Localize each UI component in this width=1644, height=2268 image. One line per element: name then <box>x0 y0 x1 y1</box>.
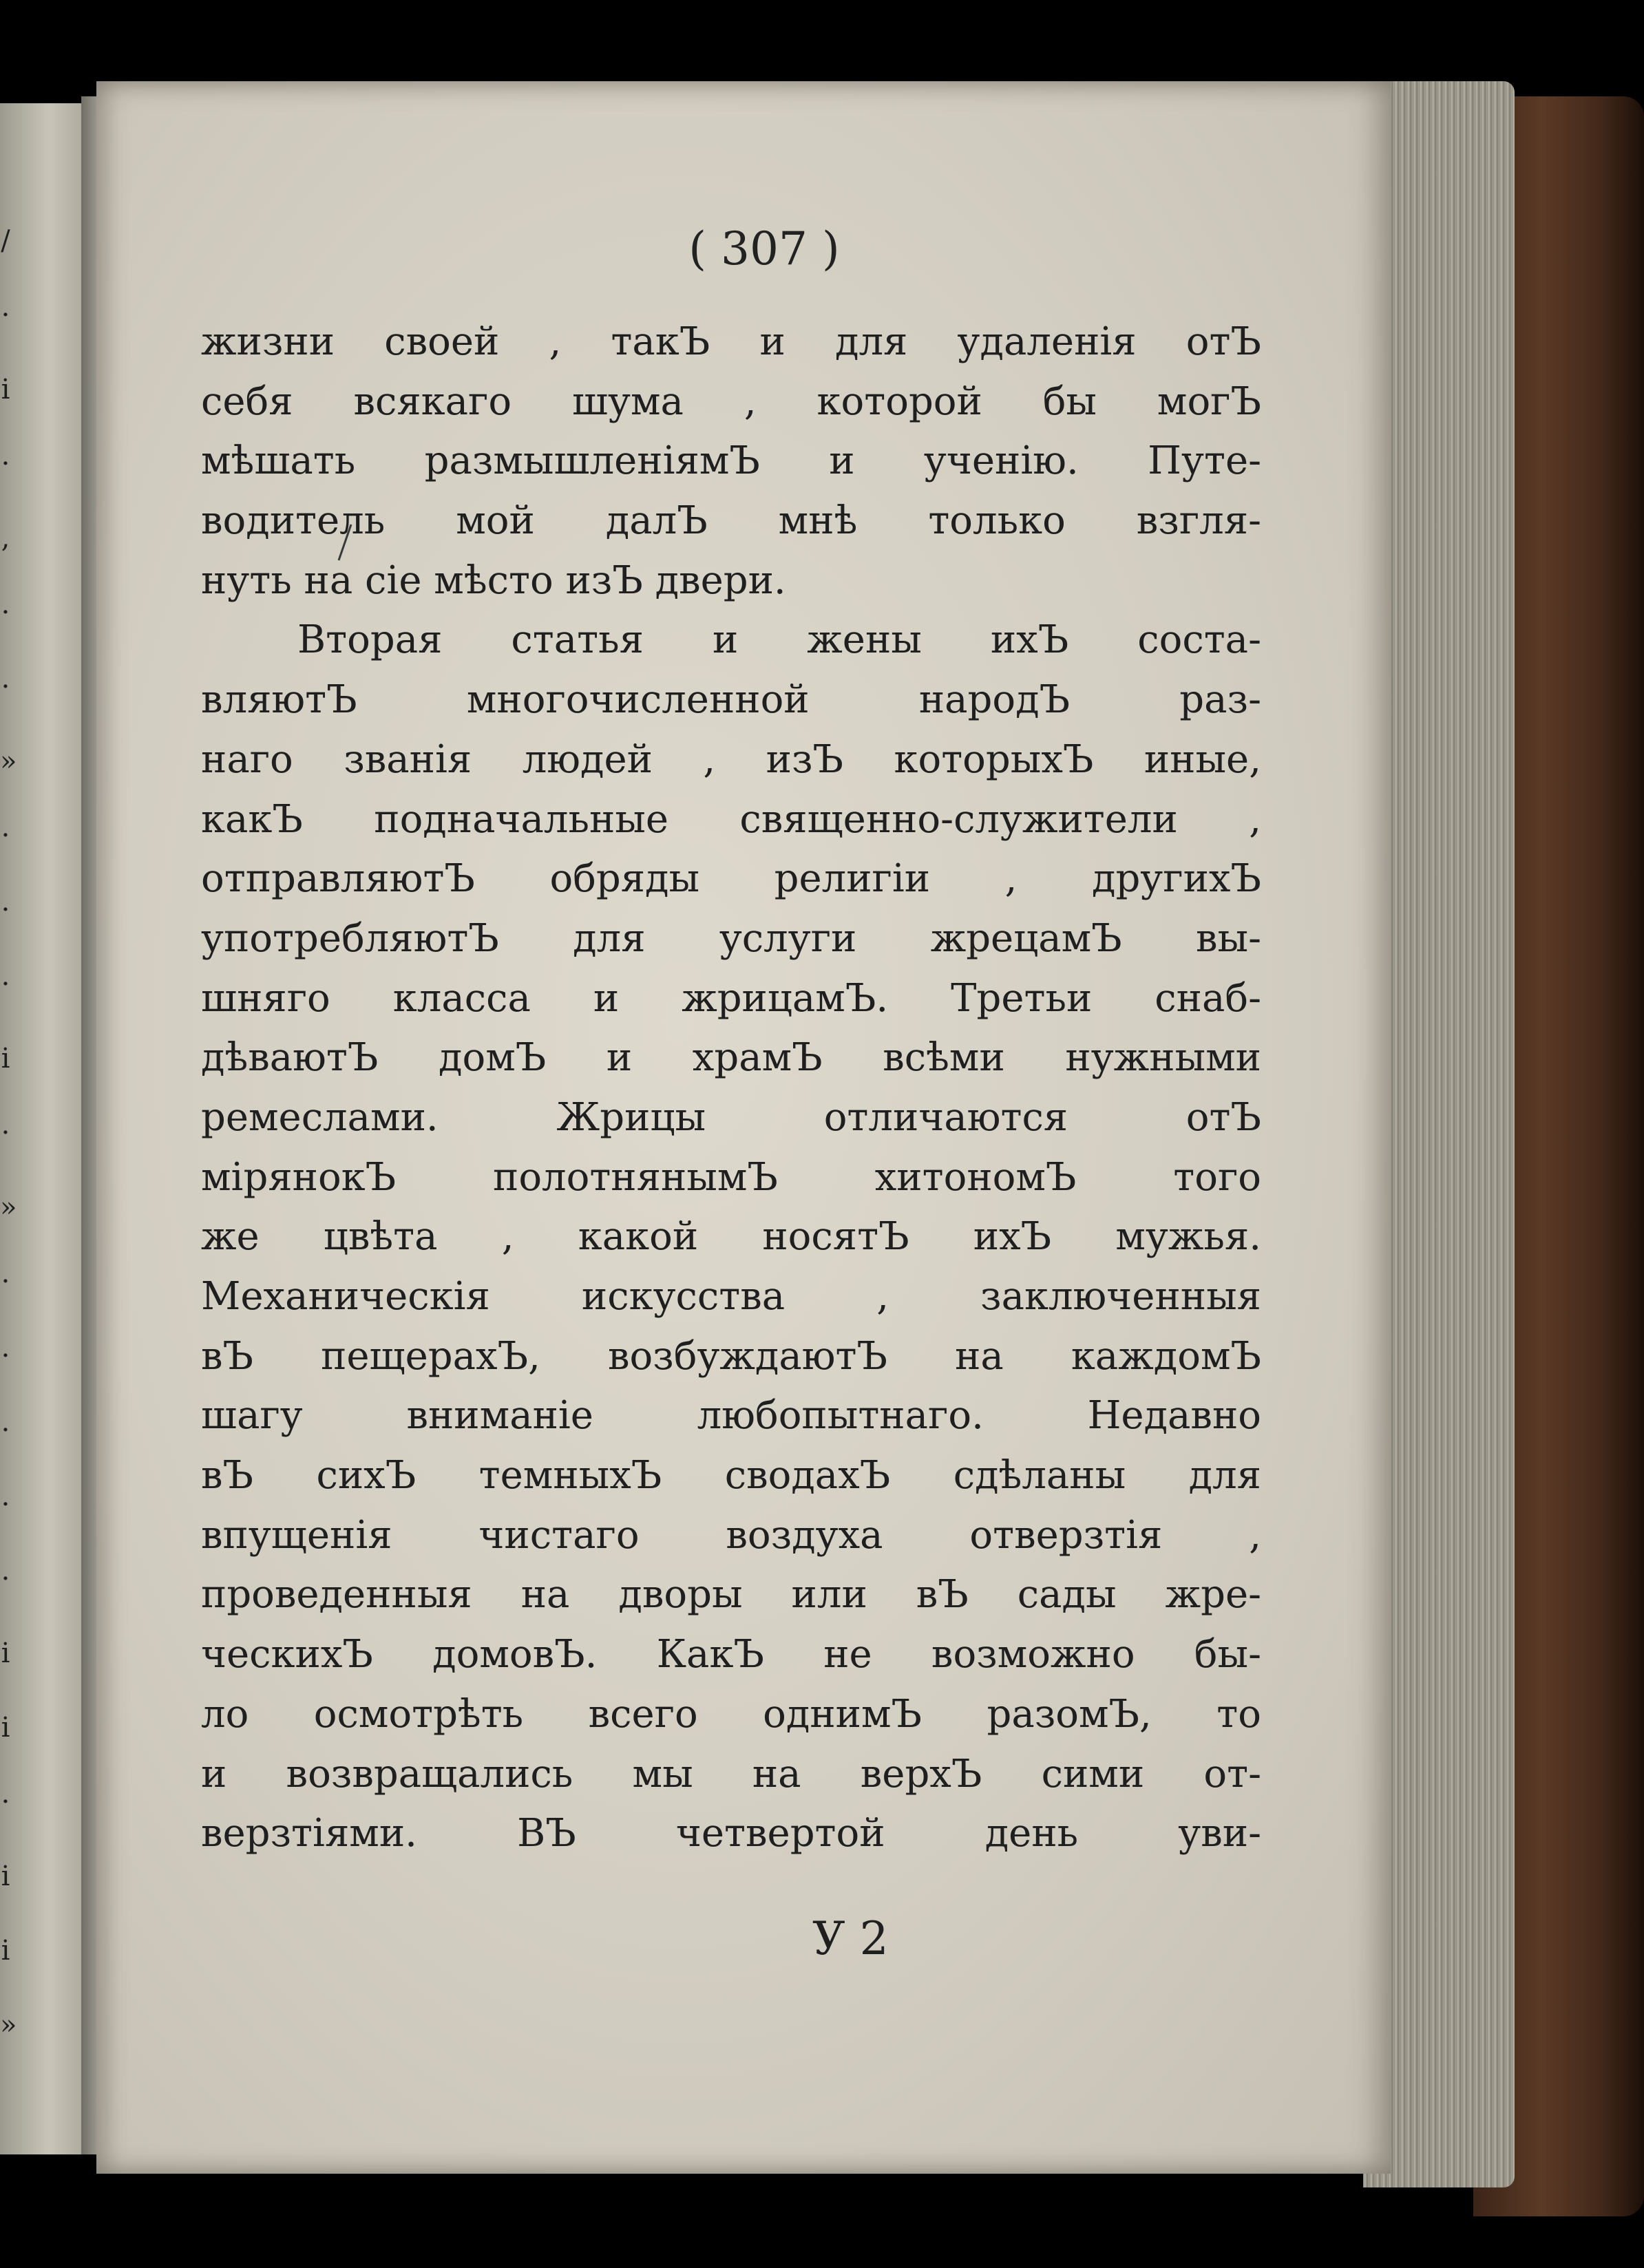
signature-mark: У 2 <box>812 1912 889 1965</box>
text-line: какЪ подначальные священно-служители , <box>201 796 1261 842</box>
text-line: ремеслами. Жрицы отличаются отЪ <box>201 1094 1261 1140</box>
text-line: употребляютЪ для услуги жрецамЪ вы- <box>201 915 1261 961</box>
margin-mark: · <box>1 820 10 851</box>
text-line: себя всякаго шума , которой бы могЪ <box>201 379 1261 424</box>
text-line: мѣшать размышленіямЪ и ученію. Путе- <box>201 438 1261 484</box>
margin-mark: » <box>0 745 17 777</box>
text-line: Вторая статья и жены ихЪ соста- <box>297 617 1261 663</box>
margin-mark: · <box>1 1340 10 1372</box>
facing-page-edge <box>0 103 89 2154</box>
text-line: верзтіями. ВЪ четвертой день уви- <box>201 1811 1261 1856</box>
body-text <box>201 312 1261 1864</box>
text-line: впущенія чистаго воздуха отверзтія , <box>201 1512 1261 1558</box>
text-line: наго званія людей , изЪ которыхЪ иные, <box>201 736 1261 782</box>
margin-mark: · <box>1 597 10 628</box>
text-line: Механическія искусства , заключенныя <box>201 1274 1261 1319</box>
page-number: ( 307 ) <box>688 222 840 275</box>
text-line: отправляютЪ обряды религіи , другихЪ <box>201 856 1261 902</box>
margin-mark: · <box>1 299 10 331</box>
margin-mark: » <box>0 2009 17 2041</box>
margin-mark: » <box>0 1191 17 1223</box>
margin-mark: · <box>1 1266 10 1297</box>
text-line: и возвращались мы на верхЪ сими от- <box>201 1751 1261 1797</box>
text-line: ло осмотрѣть всего однимЪ разомЪ, то <box>201 1691 1261 1737</box>
margin-mark: · <box>1 1563 10 1595</box>
text-line: мірянокЪ полотнянымЪ хитономЪ того <box>201 1154 1261 1200</box>
margin-mark: · <box>1 1489 10 1520</box>
text-line: нуть на сіе мѣсто изЪ двери. <box>201 558 786 603</box>
margin-mark: / <box>1 225 10 257</box>
text-line: ческихЪ домовЪ. КакЪ не возможно бы- <box>201 1632 1261 1677</box>
margin-mark: i <box>1 1861 10 1892</box>
text-line: проведенныя на дворы или вЪ сады жре- <box>201 1572 1261 1618</box>
margin-mark: · <box>1 671 10 703</box>
text-line: шагу вниманіе любопытнаго. Недавно <box>201 1393 1261 1439</box>
margin-mark: i <box>1 374 10 405</box>
margin-mark: , <box>1 522 10 554</box>
margin-mark: · <box>1 968 10 1000</box>
margin-mark: i <box>1 1638 10 1669</box>
margin-mark: i <box>1 1712 10 1744</box>
text-line: вляютЪ многочисленной народЪ раз- <box>201 677 1261 723</box>
text-line: же цвѣта , какой носятЪ ихЪ мужья. <box>201 1214 1261 1260</box>
margin-mark: · <box>1 1786 10 1818</box>
margin-mark: · <box>1 1414 10 1446</box>
book-page <box>96 81 1391 2174</box>
margin-mark: · <box>1 894 10 926</box>
text-line: шняго класса и жрицамЪ. Третьи снаб- <box>201 975 1261 1021</box>
text-line: вЪ пещерахЪ, возбуждаютЪ на каждомЪ <box>201 1333 1261 1379</box>
text-line: водитель мой далЪ мнѣ только взгля- <box>201 498 1261 544</box>
margin-mark: i <box>1 1935 10 1967</box>
margin-mark: · <box>1 448 10 480</box>
margin-mark: i <box>1 1043 10 1074</box>
text-line: дѣваютЪ домЪ и храмЪ всѣми нужными <box>201 1035 1261 1081</box>
text-line: вЪ сихЪ темныхЪ сводахЪ сдѣланы для <box>201 1453 1261 1498</box>
margin-mark: · <box>1 1117 10 1149</box>
text-line: жизни своей , такЪ и для удаленія отЪ <box>201 319 1261 364</box>
